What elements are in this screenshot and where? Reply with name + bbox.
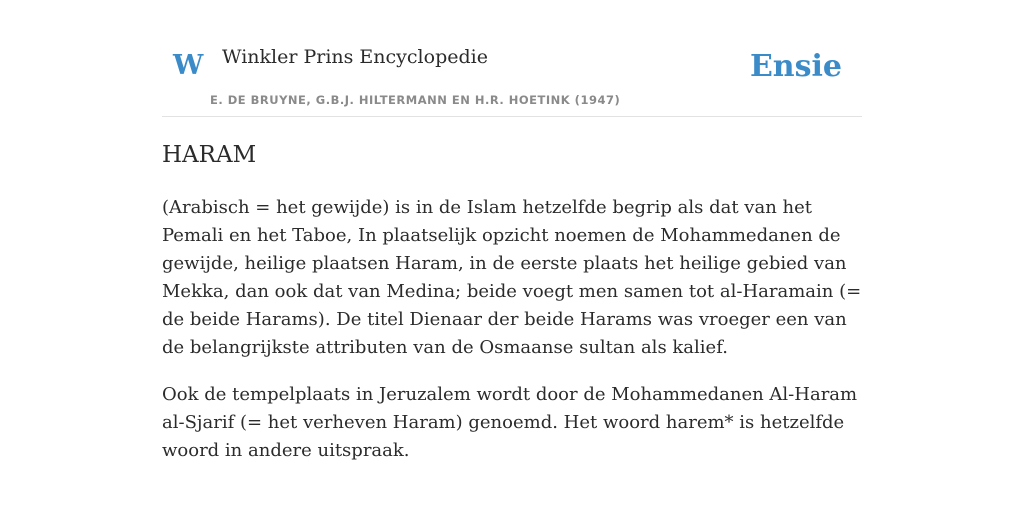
- ensie-brand-logo[interactable]: Ensie: [749, 49, 842, 84]
- encyclopedia-title-link[interactable]: Winkler Prins Encyclopedie: [222, 46, 488, 68]
- article-title: HARAM: [162, 142, 257, 168]
- encyclopedia-logo[interactable]: W: [173, 50, 204, 81]
- article: [162, 117, 862, 465]
- encyclopedia-header: [162, 0, 862, 117]
- page-container: [162, 0, 862, 484]
- encyclopedia-authors: E. DE BRUYNE, G.B.J. HILTERMANN EN H.R. HOETINK (1947): [210, 93, 621, 107]
- article-paragraph: Ook de tempelplaats in Jeruzalem wordt door de Mohammedanen Al-Haram al-Sjarif (= het verheven Haram) genoemd. Het woord harem* is hetzelfde woord in andere uitspraak.: [162, 383, 858, 461]
- article-paragraph: (Arabisch = het gewijde) is in de Islam hetzelfde begrip als dat van het Pemali en het Taboe, In plaatselijk opzicht noemen de Mohammedanen de gewijde, heilige plaatsen Haram, in de eerste plaats het heilige gebied van Mekka, dan ook dat van Medina; beide voegt men samen tot al-Haramain (= de beide Harams). De titel Dienaar der beide Harams was vroeger een van de belangrijkste attributen van de Osmaanse sultan als kalief.: [162, 196, 862, 358]
